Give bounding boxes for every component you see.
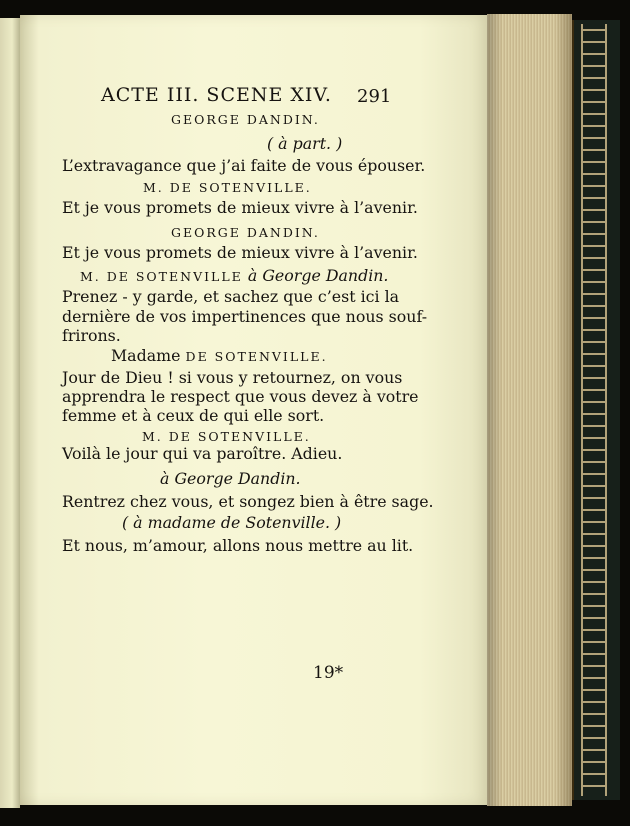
- speaker-name: M. DE SOTENVILLE.: [143, 180, 312, 195]
- facing-page-edge: [0, 18, 20, 808]
- page-edges-shadow: [487, 14, 572, 806]
- stage-direction: ( à part. ): [267, 134, 343, 153]
- stage-direction: à George Dandin.: [247, 266, 389, 285]
- dialogue-line: L’extravagance que j’ai faite de vous épouser.: [62, 156, 426, 175]
- spine-ornament: [581, 24, 607, 796]
- dialogue-line: Et je vous promets de mieux vivre à l’avenir.: [62, 198, 418, 217]
- speaker-name: Madame: [111, 346, 181, 365]
- dialogue-line: femme et à ceux de qui elle sort.: [62, 406, 325, 425]
- dialogue-line: Et je vous promets de mieux vivre à l’avenir.: [62, 243, 418, 262]
- dialogue-line: Prenez - y garde, et sachez que c’est ici la: [62, 287, 400, 306]
- dialogue-line: apprendra le respect que vous devez à votre: [62, 387, 419, 406]
- stage-direction: ( à madame de Sotenville. ): [122, 513, 342, 532]
- running-head: ACTE III. SCENE XIV.: [101, 84, 332, 106]
- speaker-line: [111, 346, 328, 365]
- page-number: 291: [357, 86, 392, 107]
- speaker-name: GEORGE DANDIN.: [171, 112, 320, 127]
- dialogue-line: Et nous, m’amour, allons nous mettre au lit.: [62, 536, 414, 555]
- signature-mark: 19*: [313, 663, 344, 683]
- stage-direction: à George Dandin.: [160, 469, 301, 488]
- dialogue-line: Jour de Dieu ! si vous y retournez, on vous: [62, 368, 403, 387]
- dialogue-line: frirons.: [62, 326, 121, 345]
- speaker-name: M. DE SOTENVILLE.: [142, 429, 311, 444]
- dialogue-line: Rentrez chez vous, et songez bien à être sage.: [62, 492, 434, 511]
- speaker-name: GEORGE DANDIN.: [171, 225, 320, 240]
- dialogue-line: dernière de vos impertinences que nous souf-: [62, 307, 428, 326]
- speaker-name: M. DE SOTENVILLE: [80, 269, 243, 284]
- dialogue-line: Voilà le jour qui va paroître. Adieu.: [62, 444, 343, 463]
- speaker-line: [80, 266, 388, 285]
- speaker-name-small-caps: DE SOTENVILLE.: [185, 349, 328, 364]
